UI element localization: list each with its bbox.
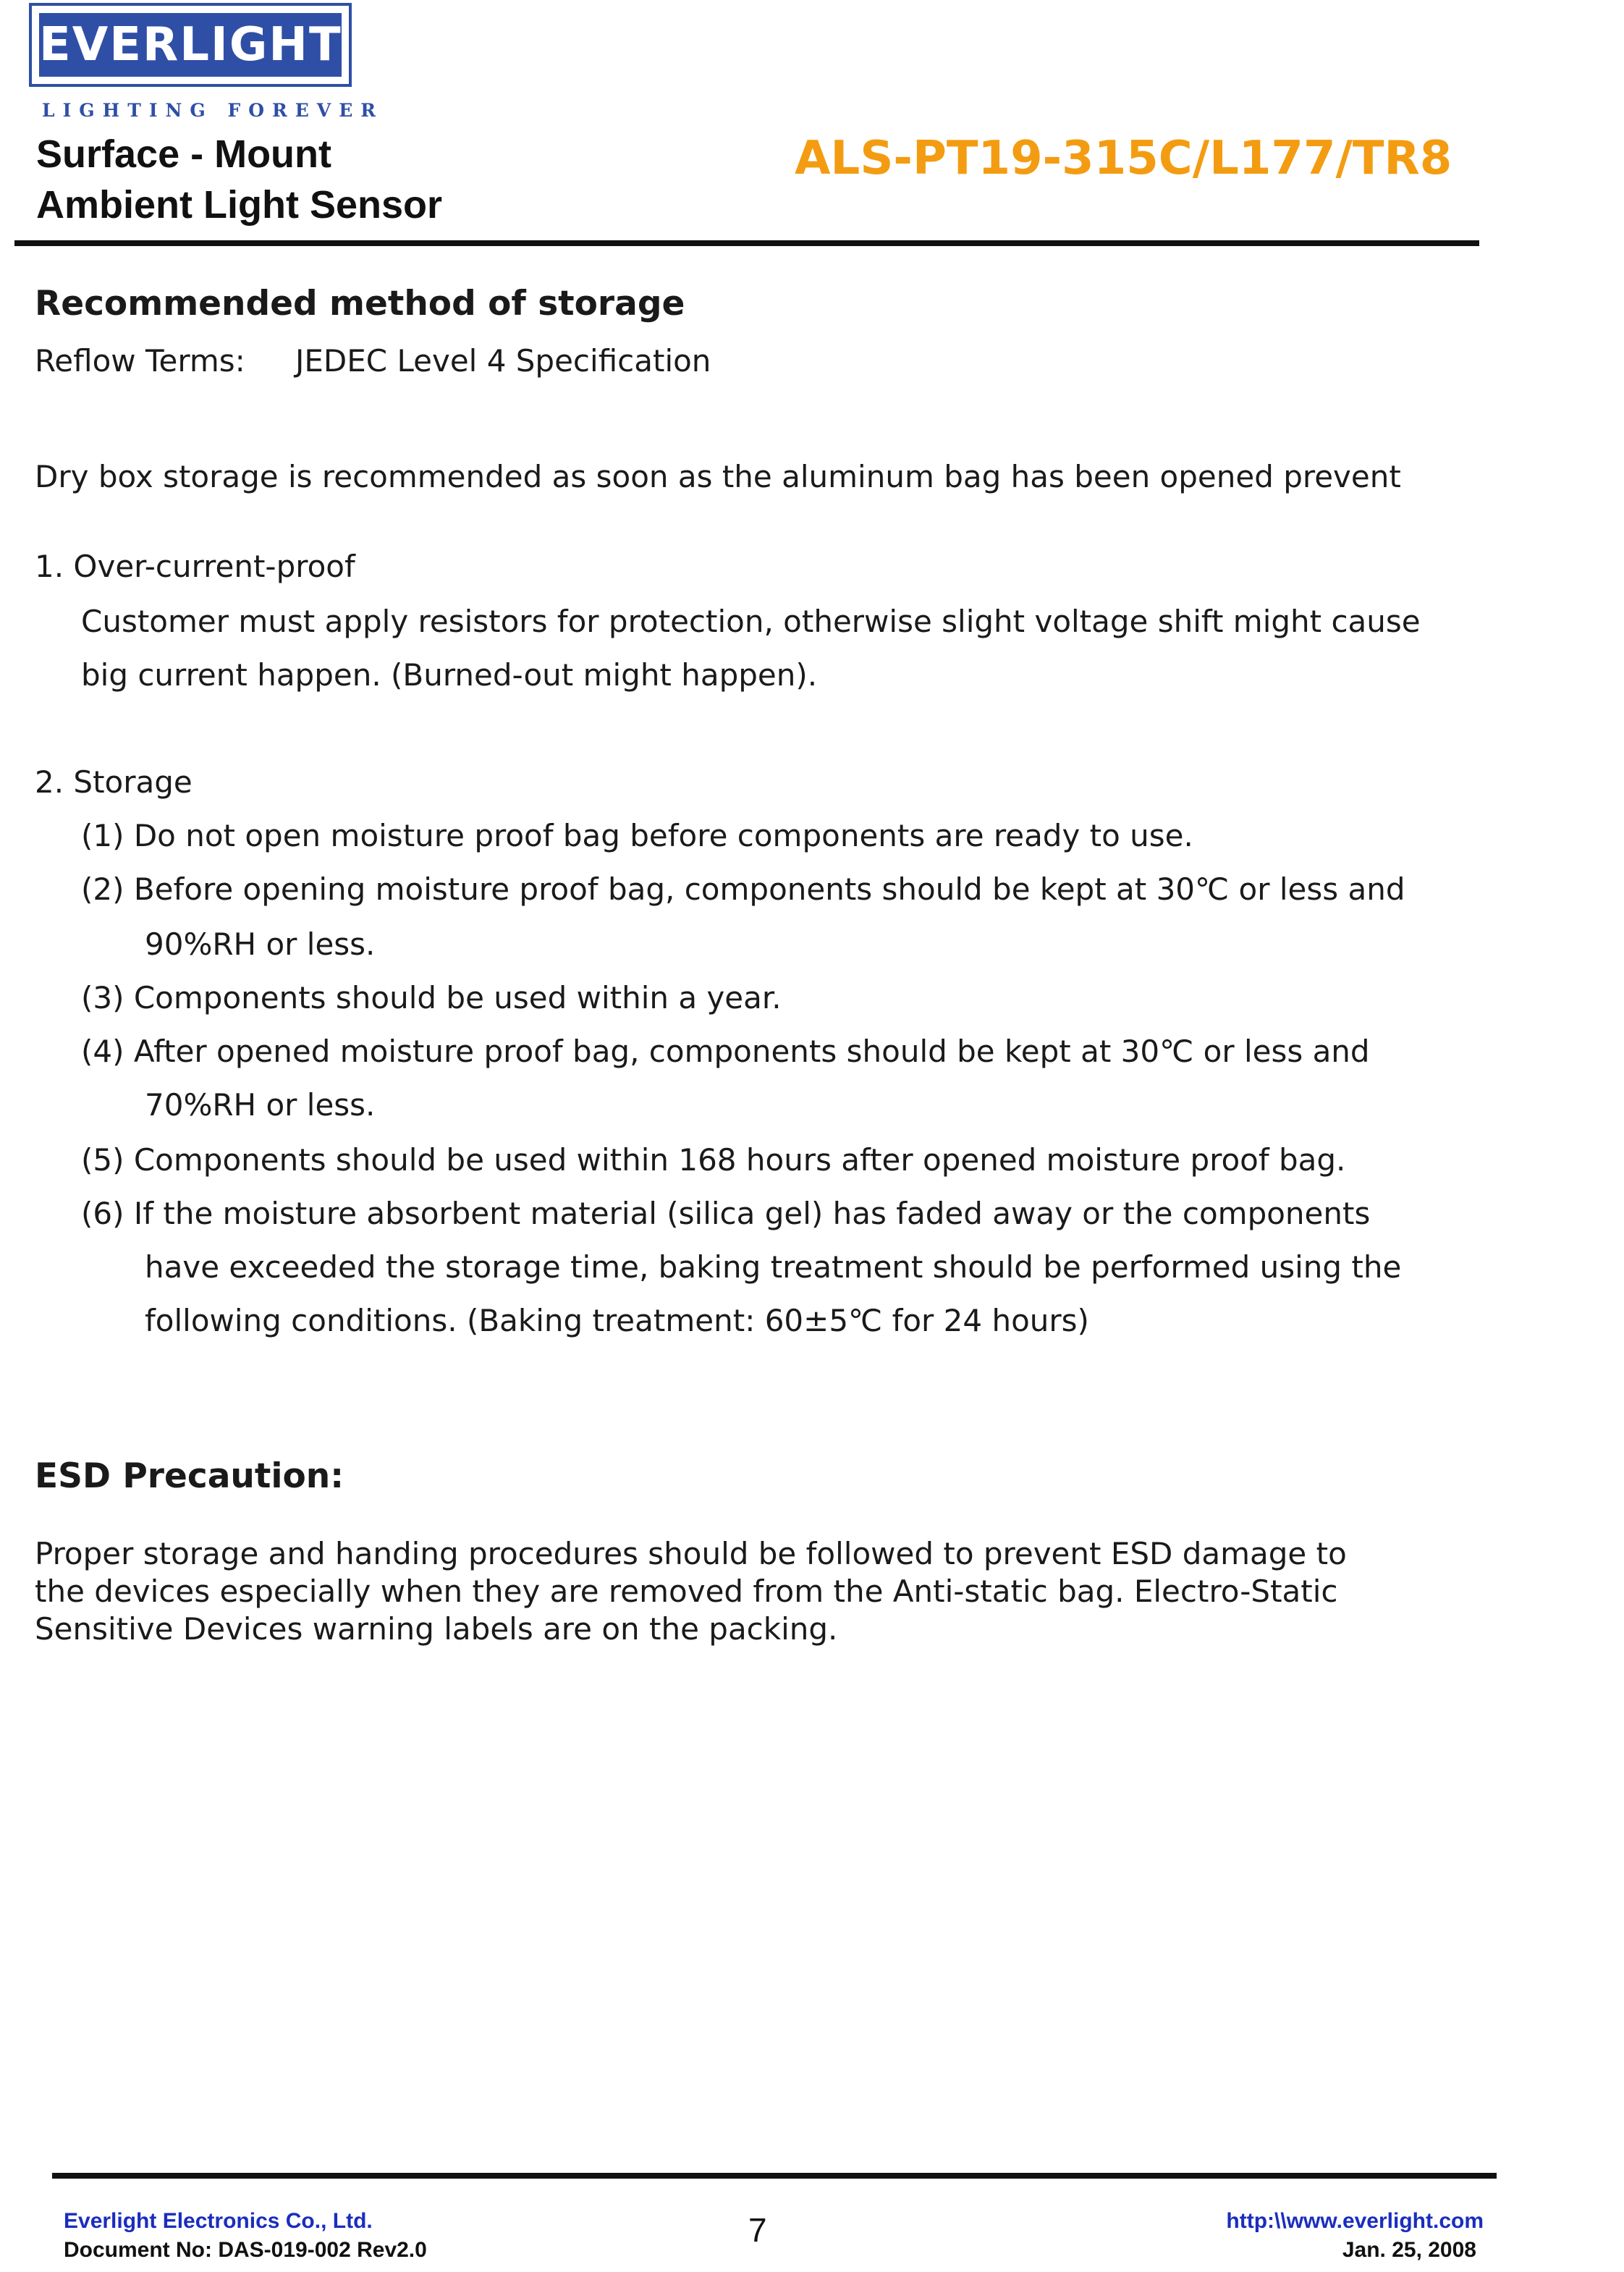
storage-rule-2-line1: (2) Before opening moisture proof bag, components should be kept at 30℃ or less and <box>81 871 1405 907</box>
storage-rule-4-line1: (4) After opened moisture proof bag, components should be kept at 30℃ or less and <box>81 1034 1370 1069</box>
product-type-line1: Surface - Mount <box>36 132 332 176</box>
item1-line1: Customer must apply resistors for protection, otherwise slight voltage shift might cause <box>81 604 1421 639</box>
reflow-value: JEDEC Level 4 Specification <box>295 343 711 379</box>
storage-rule-1: (1) Do not open moisture proof bag before components are ready to use. <box>81 818 1193 853</box>
footer-date: Jan. 25, 2008 <box>1342 2238 1476 2262</box>
storage-rule-6-line2: have exceeded the storage time, baking treatment should be performed using the <box>145 1249 1402 1285</box>
header-divider <box>14 240 1479 246</box>
part-number: ALS-PT19-315C/L177/TR8 <box>795 132 1452 185</box>
footer-document-no: Document No: DAS-019-002 Rev2.0 <box>64 2238 427 2262</box>
item1-line2: big current happen. (Burned-out might happen). <box>81 657 818 693</box>
reflow-label: Reflow Terms: <box>35 343 245 379</box>
storage-rule-6-line3: following conditions. (Baking treatment: 60±5℃ for 24 hours) <box>145 1303 1089 1338</box>
page-number: 7 <box>748 2211 767 2249</box>
storage-rule-2-line2: 90%RH or less. <box>145 926 376 962</box>
storage-rule-4-line2: 70%RH or less. <box>145 1087 376 1123</box>
logo-tagline: LIGHTING FOREVER <box>42 100 384 121</box>
footer-company: Everlight Electronics Co., Ltd. <box>64 2209 373 2233</box>
footer-divider <box>52 2173 1497 2179</box>
product-type-line2: Ambient Light Sensor <box>36 183 443 227</box>
logo-wordmark: EVERLIGHT <box>39 13 342 77</box>
esd-line3: Sensitive Devices warning labels are on the packing. <box>35 1611 838 1647</box>
company-logo <box>29 3 352 87</box>
esd-line1: Proper storage and handing procedures should be followed to prevent ESD damage to <box>35 1536 1347 1571</box>
footer-website-link[interactable]: http:\\www.everlight.com <box>1226 2209 1484 2233</box>
esd-heading: ESD Precaution: <box>35 1456 344 1496</box>
storage-rule-6-line1: (6) If the moisture absorbent material (silica gel) has faded away or the components <box>81 1196 1371 1231</box>
item1-title: 1. Over-current-proof <box>35 549 355 584</box>
storage-rule-3: (3) Components should be used within a year. <box>81 980 782 1015</box>
storage-heading: Recommended method of storage <box>35 284 685 324</box>
item2-title: 2. Storage <box>35 764 193 800</box>
dry-box-note: Dry box storage is recommended as soon as the aluminum bag has been opened prevent <box>35 459 1401 494</box>
esd-line2: the devices especially when they are removed from the Anti-static bag. Electro-Static <box>35 1574 1338 1609</box>
storage-rule-5: (5) Components should be used within 168 hours after opened moisture proof bag. <box>81 1142 1346 1178</box>
